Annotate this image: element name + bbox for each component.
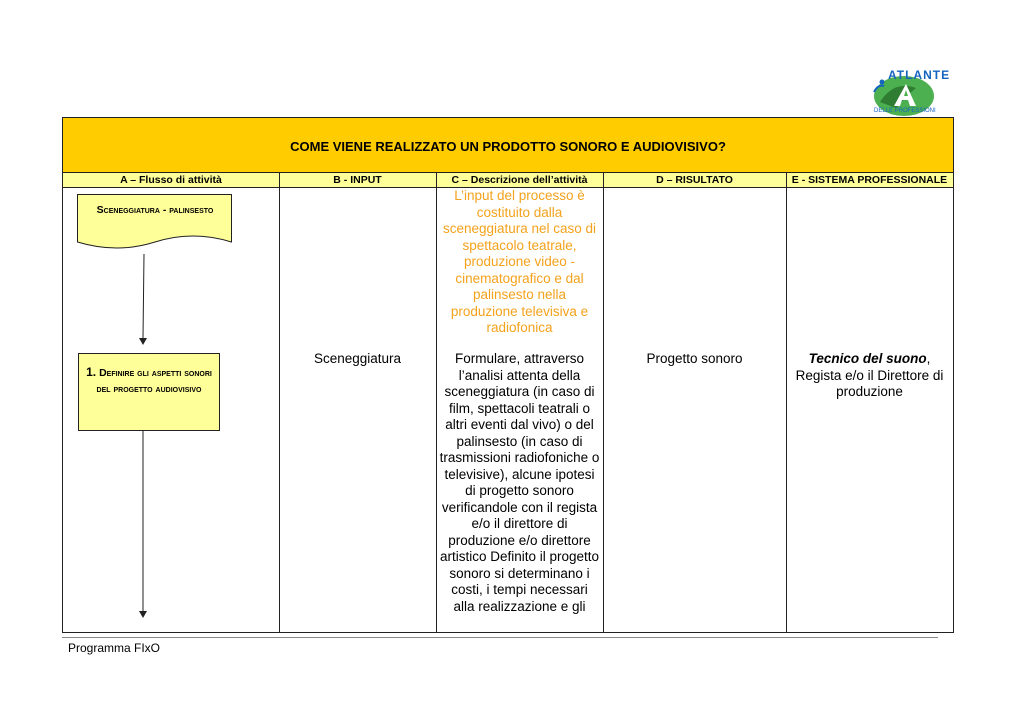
flow-step-label: Definire gli aspetti sonori del progetto audiovisivo <box>96 367 212 395</box>
result-value: Progetto sonoro <box>646 351 743 366</box>
process-table <box>62 117 954 633</box>
professional-system <box>788 351 951 401</box>
flow-step-1 <box>78 353 220 431</box>
column-divider <box>603 172 604 632</box>
flow-arrow <box>135 431 151 621</box>
input-note: L’input del processo è costituito dalla sceneggiatura nel caso di spettacolo teatrale, produzione video - cinematografico e dal palinsesto nella produzione televisiva e radiofonica <box>442 188 597 335</box>
activity-description: Formulare, attraverso l’analisi attenta della sceneggiatura (in caso di film, spettacoli teatrali o altri eventi dal vivo) o del palinsesto (in caso di trasmissioni radiofoniche o televisive), alcune ipotesi di progetto sonoro verificandole con il regista e/o il direttore di produzione e/o direttore artistico Definito il progetto sonoro si determinano i costi, i tempi necessari alla realizzazione e gli <box>439 351 600 614</box>
column-header-b: B - INPUT <box>333 174 382 186</box>
column-header-a: A – Flusso di attività <box>120 174 222 186</box>
column-header-e: E - SISTEMA PROFESSIONALE <box>791 174 948 186</box>
column-divider <box>279 172 280 632</box>
column-divider <box>436 172 437 632</box>
table-title: COME VIENE REALIZZATO UN PRODOTTO SONORO E AUDIOVISIVO? <box>63 118 953 172</box>
flow-step-number: 1. <box>86 365 97 379</box>
column-header-d: D – RISULTATO <box>656 174 733 186</box>
atlante-logo <box>866 62 951 120</box>
footer-program: Programma FIxO <box>68 641 161 655</box>
other-roles: Regista e/o il Direttore di produzione <box>795 367 944 399</box>
role-separator: , <box>926 351 931 366</box>
flow-step-label: Sceneggiatura - palinsesto <box>96 204 214 216</box>
footer-divider <box>62 637 938 638</box>
main-role: Tecnico del suono <box>808 351 927 366</box>
input-value: Sceneggiatura <box>313 351 402 366</box>
logo-subtitle: DELLE PROFESSIONI <box>874 108 936 114</box>
column-divider <box>786 172 787 632</box>
flow-arrow <box>135 254 151 346</box>
flow-step-scene-palinsesto <box>83 202 227 218</box>
column-header-row <box>63 172 953 188</box>
column-header-c: C – Descrizione dell’attività <box>451 174 588 186</box>
logo-title: ATLANTE <box>888 68 951 82</box>
